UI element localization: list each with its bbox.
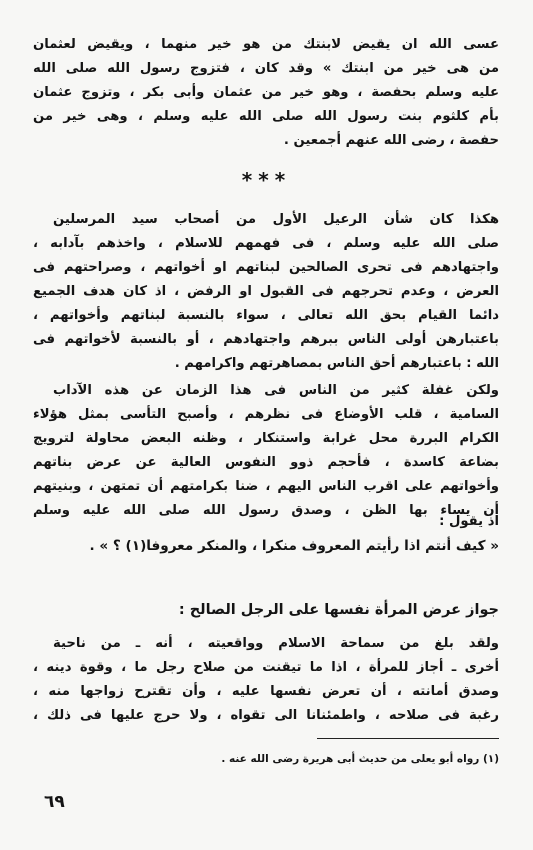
text-line: العرض ، وعدم تحرجهم فى القبول او الرفض ، اذ كان هدف الجميع	[33, 284, 499, 299]
page-number: ٦٩	[44, 792, 65, 812]
text-line: رغبة فى صلاحه ، واطمئنانا الى تقواه ، ولا حرج عليها فى ذلك ،	[33, 708, 499, 723]
text-line: اذ يقول :	[439, 514, 499, 529]
text-line: الله : باعتبارهم أحق الناس بمصاهرتهم واكرامهم .	[174, 356, 499, 371]
text-line: باعتبارهن أولى الناس ببرهم واجتهادهم ، أو بالنسبة لأخواتهم فى	[33, 332, 499, 347]
text-line: هكذا كان شأن الرعيل الأول من أصحاب سيد المرسلين	[53, 212, 499, 227]
text-line: حفصة ، رضى الله عنهم أجمعين .	[283, 133, 499, 148]
section-separator: ***	[241, 168, 292, 192]
text-line: أخرى ـ أجاز للمرأة ، اذا ما تيقنت من صلاح رجل ما ، وقوة دينه ،	[33, 660, 499, 675]
text-line: بأم كلثوم بنت رسول الله صلى الله عليه وسلم ، وهى خير من	[33, 109, 499, 124]
text-line: عليه وسلم بحفصة ، وهو خير من عثمان وأبى بكر ، وتزوج عثمان	[33, 85, 499, 100]
footnote: (١) رواه أبو يعلى من حديث أبى هريرة رضى الله عنه .	[221, 753, 499, 765]
text-line: ولقد بلغ من سماحة الاسلام وواقعيته ، أنه ـ من ناحية	[53, 636, 499, 651]
text-line: بضاعة كاسدة ، فأحجم ذوو النفوس العالية عن عرض بناتهم	[33, 455, 499, 470]
text-line: السامية ، قلب الأوضاع فى نظرهم ، وأصبح التأسى بمثل هؤلاء	[33, 407, 499, 422]
hadith-quote: « كيف أنتم اذا رأيتم المعروف منكرا ، والمنكر معروفا(١) ؟ » .	[89, 538, 499, 554]
text-line: عسى الله ان يقيض لابنتك من هو خير منهما ، ويقيض لعثمان	[33, 37, 499, 52]
text-line: وصدق أمانته ، أن تعرض نفسها عليه ، وأن تقترح زواجها منه ،	[33, 684, 499, 699]
text-line: صلى الله عليه وسلم ، فى فهمهم للاسلام ، واخذهم بآدابه ،	[33, 236, 499, 251]
footnote-divider	[317, 738, 499, 739]
text-line: وأخواتهم على اقرب الناس اليهم ، ضنا بكرامتهم أن تمتهن ، وبنيتهم	[33, 479, 499, 494]
text-line: من هى خير من ابنتك » وقد كان ، فتزوج رسول الله صلى الله	[33, 61, 499, 76]
text-line: دائما القيام بحق الله تعالى ، سواء بالنسبة لبناتهم وأخواتهم ،	[33, 308, 499, 323]
text-line: أن يساء بها الظن ، وصدق رسول الله صلى الله عليه وسلم	[33, 503, 499, 518]
text-line: الكرام البررة محل غرابة واستنكار ، وظنه البعض محاولة لترويج	[33, 431, 499, 446]
text-line: ولكن غفلة كثير من الناس فى هذا الزمان عن هذه الآداب	[53, 383, 499, 398]
section-heading: جواز عرض المرأة نفسها على الرجل الصالح :	[178, 602, 499, 618]
text-line: واجتهادهم فى تحرى الصالحين لبناتهم او أخواتهم ، وصراحتهم فى	[33, 260, 499, 275]
